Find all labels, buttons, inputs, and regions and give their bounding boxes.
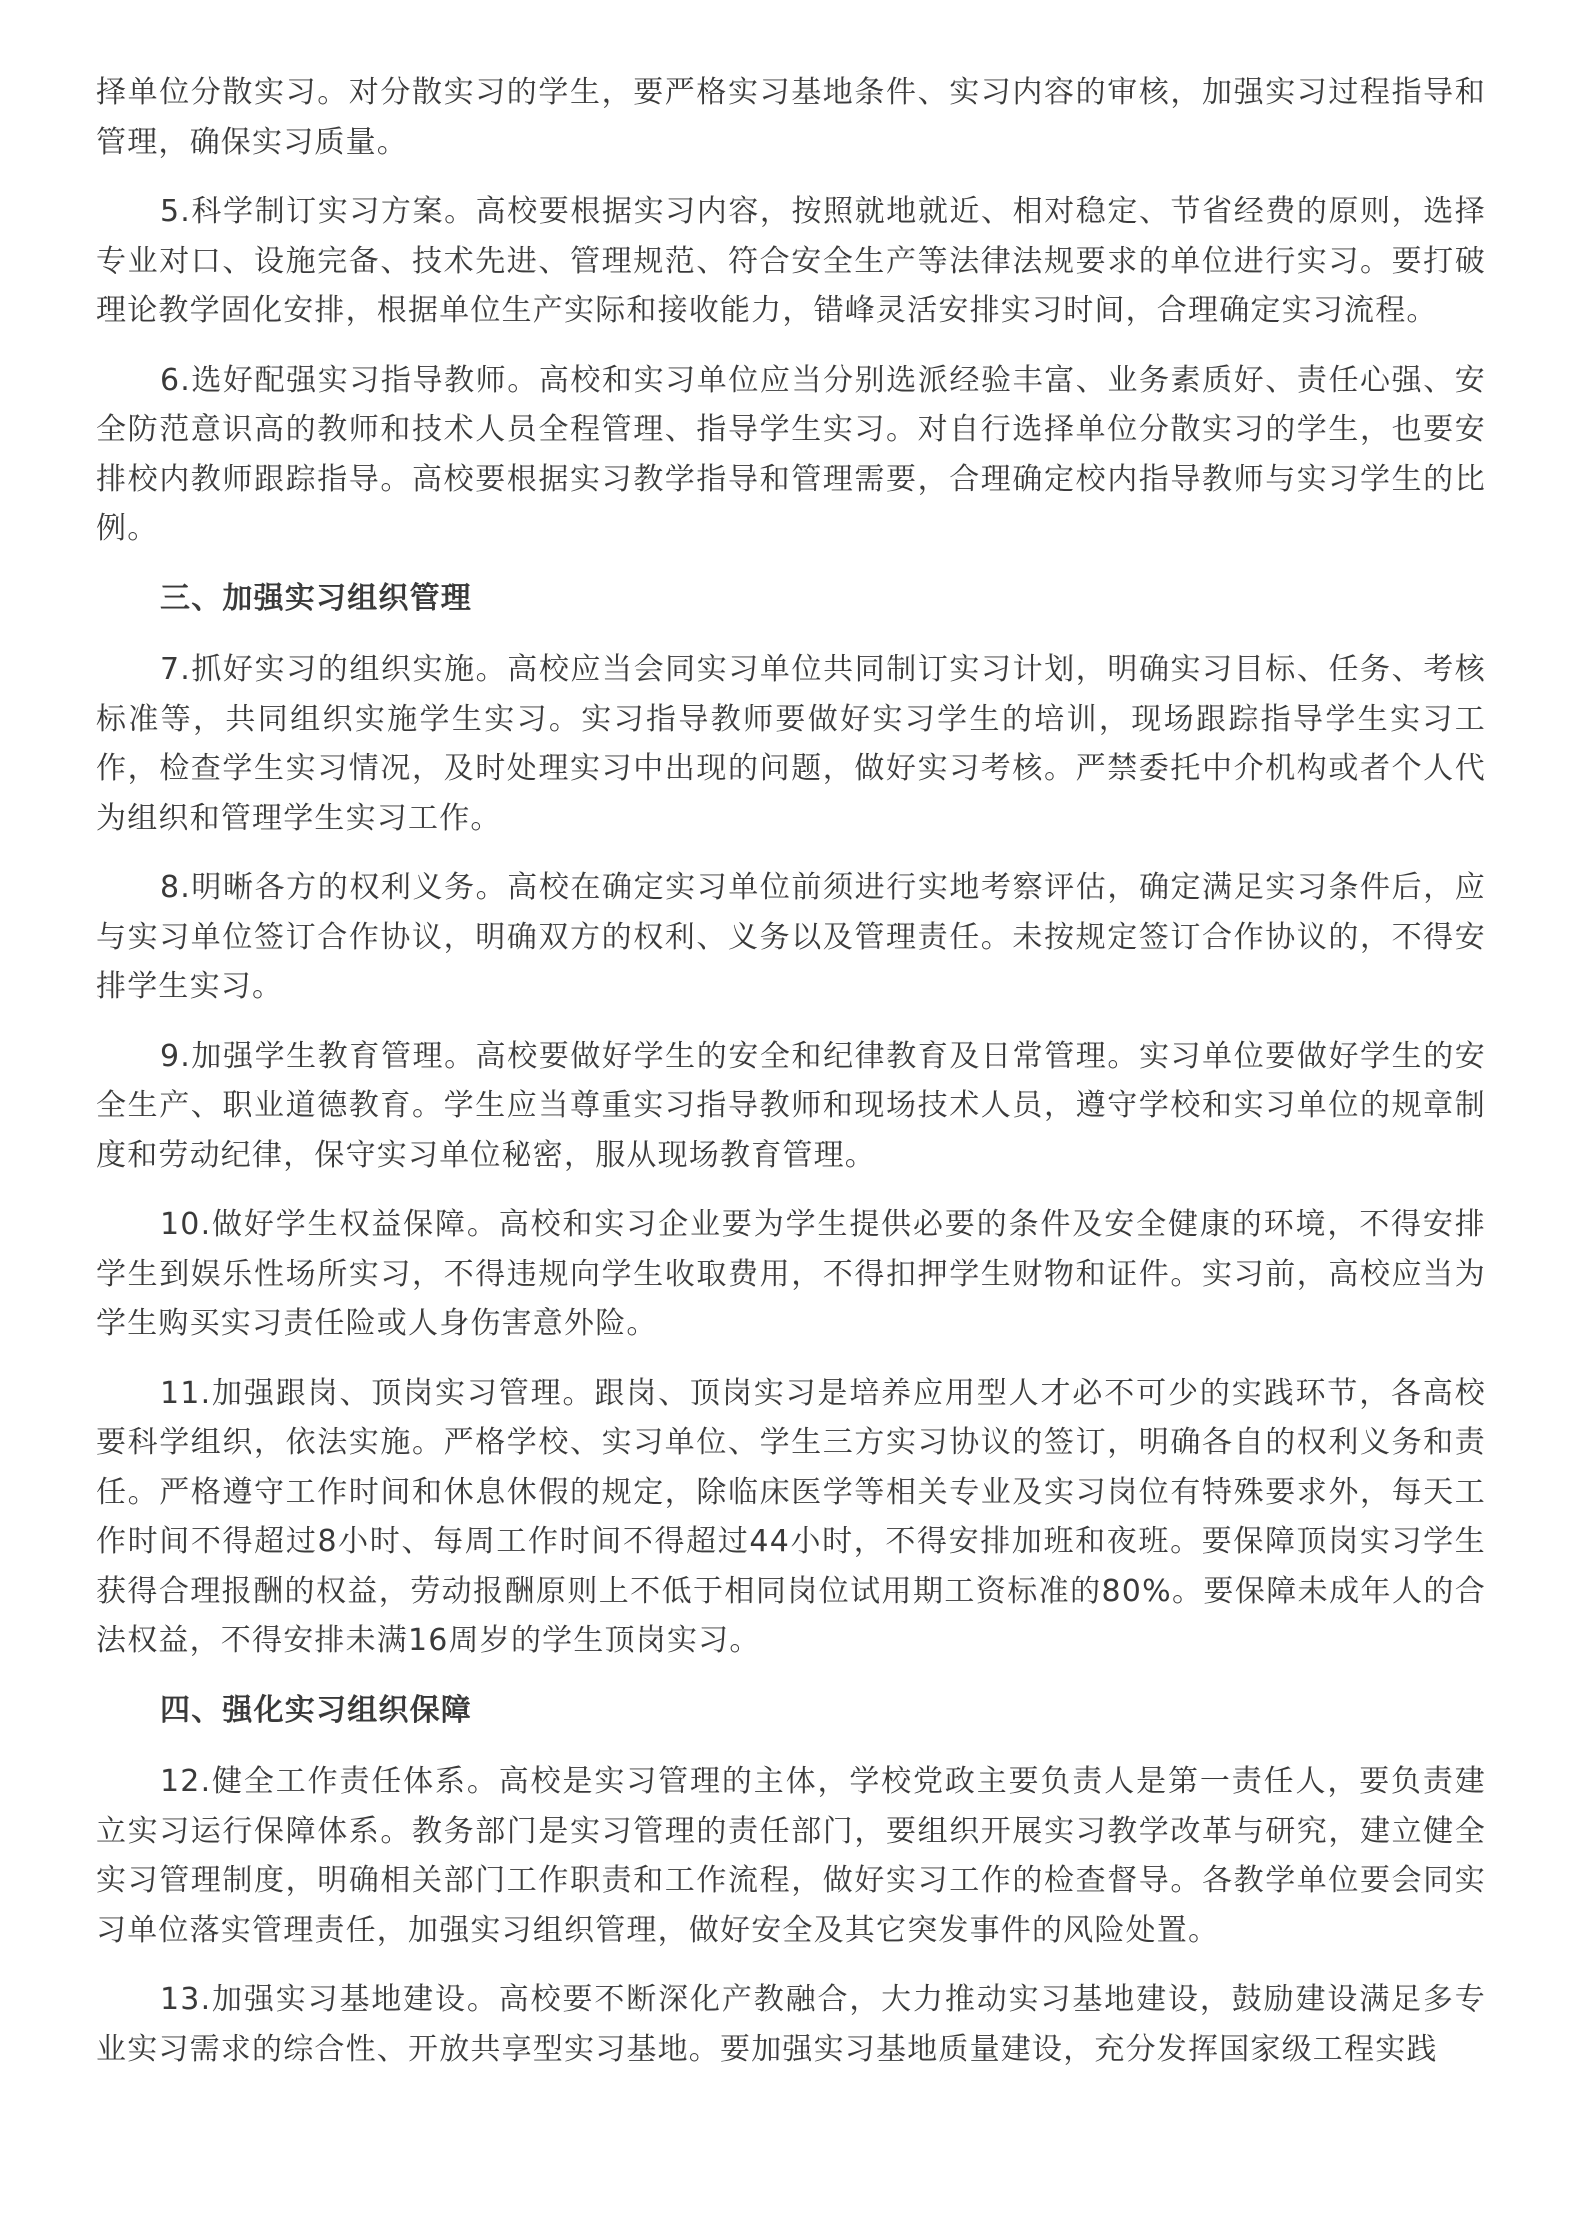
document-body [96,68,1486,2094]
section-heading-4: 四、强化实习组织保障 [160,1692,472,1728]
paragraph-item-12: 12.健全工作责任体系。高校是实习管理的主体，学校党政主要负责人是第一责任人，要负责建立实习运行保障体系。教务部门是实习管理的责任部门，要组织开展实习教学改革与研究，建立健全实习管理制度，明确相关部门工作职责和工作流程，做好实习工作的检查督导。各教学单位要会同实习单位落实管理责任，加强实习组织管理，做好安全及其它突发事件的风险处置。 [96,1764,1486,1948]
paragraph-item-10: 10.做好学生权益保障。高校和实习企业要为学生提供必要的条件及安全健康的环境，不得安排学生到娱乐性场所实习，不得违规向学生收取费用，不得扣押学生财物和证件。实习前，高校应当为学生购买实习责任险或人身伤害意外险。 [96,1207,1486,1341]
paragraph-item-11: 11.加强跟岗、顶岗实习管理。跟岗、顶岗实习是培养应用型人才必不可少的实践环节，各高校要科学组织，依法实施。严格学校、实习单位、学生三方实习协议的签订，明确各自的权利义务和责任。严格遵守工作时间和休息休假的规定，除临床医学等相关专业及实习岗位有特殊要求外，每天工作时间不得超过8小时、每周工作时间不得超过44小时，不得安排加班和夜班。要保障顶岗实习学生获得合理报酬的权益，劳动报酬原则上不低于相同岗位试用期工资标准的80%。要保障未成年人的合法权益，不得安排未满16周岁的学生顶岗实习。 [96,1375,1486,1658]
section-heading-3: 三、加强实习组织管理 [160,580,472,616]
paragraph-item-9: 9.加强学生教育管理。高校要做好学生的安全和纪律教育及日常管理。实习单位要做好学生的安全生产、职业道德教育。学生应当尊重实习指导教师和现场技术人员，遵守学校和实习单位的规章制度和劳动纪律，保守实习单位秘密，服从现场教育管理。 [96,1038,1486,1173]
paragraph-item-5: 5.科学制订实习方案。高校要根据实习内容，按照就地就近、相对稳定、节省经费的原则，选择专业对口、设施完备、技术先进、管理规范、符合安全生产等法律法规要求的单位进行实习。要打破理论教学固化安排，根据单位生产实际和接收能力，错峰灵活安排实习时间，合理确定实习流程。 [96,194,1486,328]
paragraph-item-8: 8.明晰各方的权利义务。高校在确定实习单位前须进行实地考察评估，确定满足实习条件后，应与实习单位签订合作协议，明确双方的权利、义务以及管理责任。未按规定签订合作协议的，不得安排学生实习。 [96,870,1486,1004]
paragraph-item-6: 6.选好配强实习指导教师。高校和实习单位应当分别选派经验丰富、业务素质好、责任心强、安全防范意识高的教师和技术人员全程管理、指导学生实习。对自行选择单位分散实习的学生，也要安排校内教师跟踪指导。高校要根据实习教学指导和管理需要，合理确定校内指导教师与实习学生的比例。 [96,362,1486,546]
paragraph-item-13: 13.加强实习基地建设。高校要不断深化产教融合，大力推动实习基地建设，鼓励建设满足多专业实习需求的综合性、开放共享型实习基地。要加强实习基地质量建设，充分发挥国家级工程实践 [96,1982,1486,2067]
paragraph-continuation: 择单位分散实习。对分散实习的学生，要严格实习基地条件、实习内容的审核，加强实习过程指导和管理，确保实习质量。 [96,75,1486,160]
paragraph-item-7: 7.抓好实习的组织实施。高校应当会同实习单位共同制订实习计划，明确实习目标、任务、考核标准等，共同组织实施学生实习。实习指导教师要做好实习学生的培训，现场跟踪指导学生实习工作，检查学生实习情况，及时处理实习中出现的问题，做好实习考核。严禁委托中介机构或者个人代为组织和管理学生实习工作。 [96,652,1486,836]
